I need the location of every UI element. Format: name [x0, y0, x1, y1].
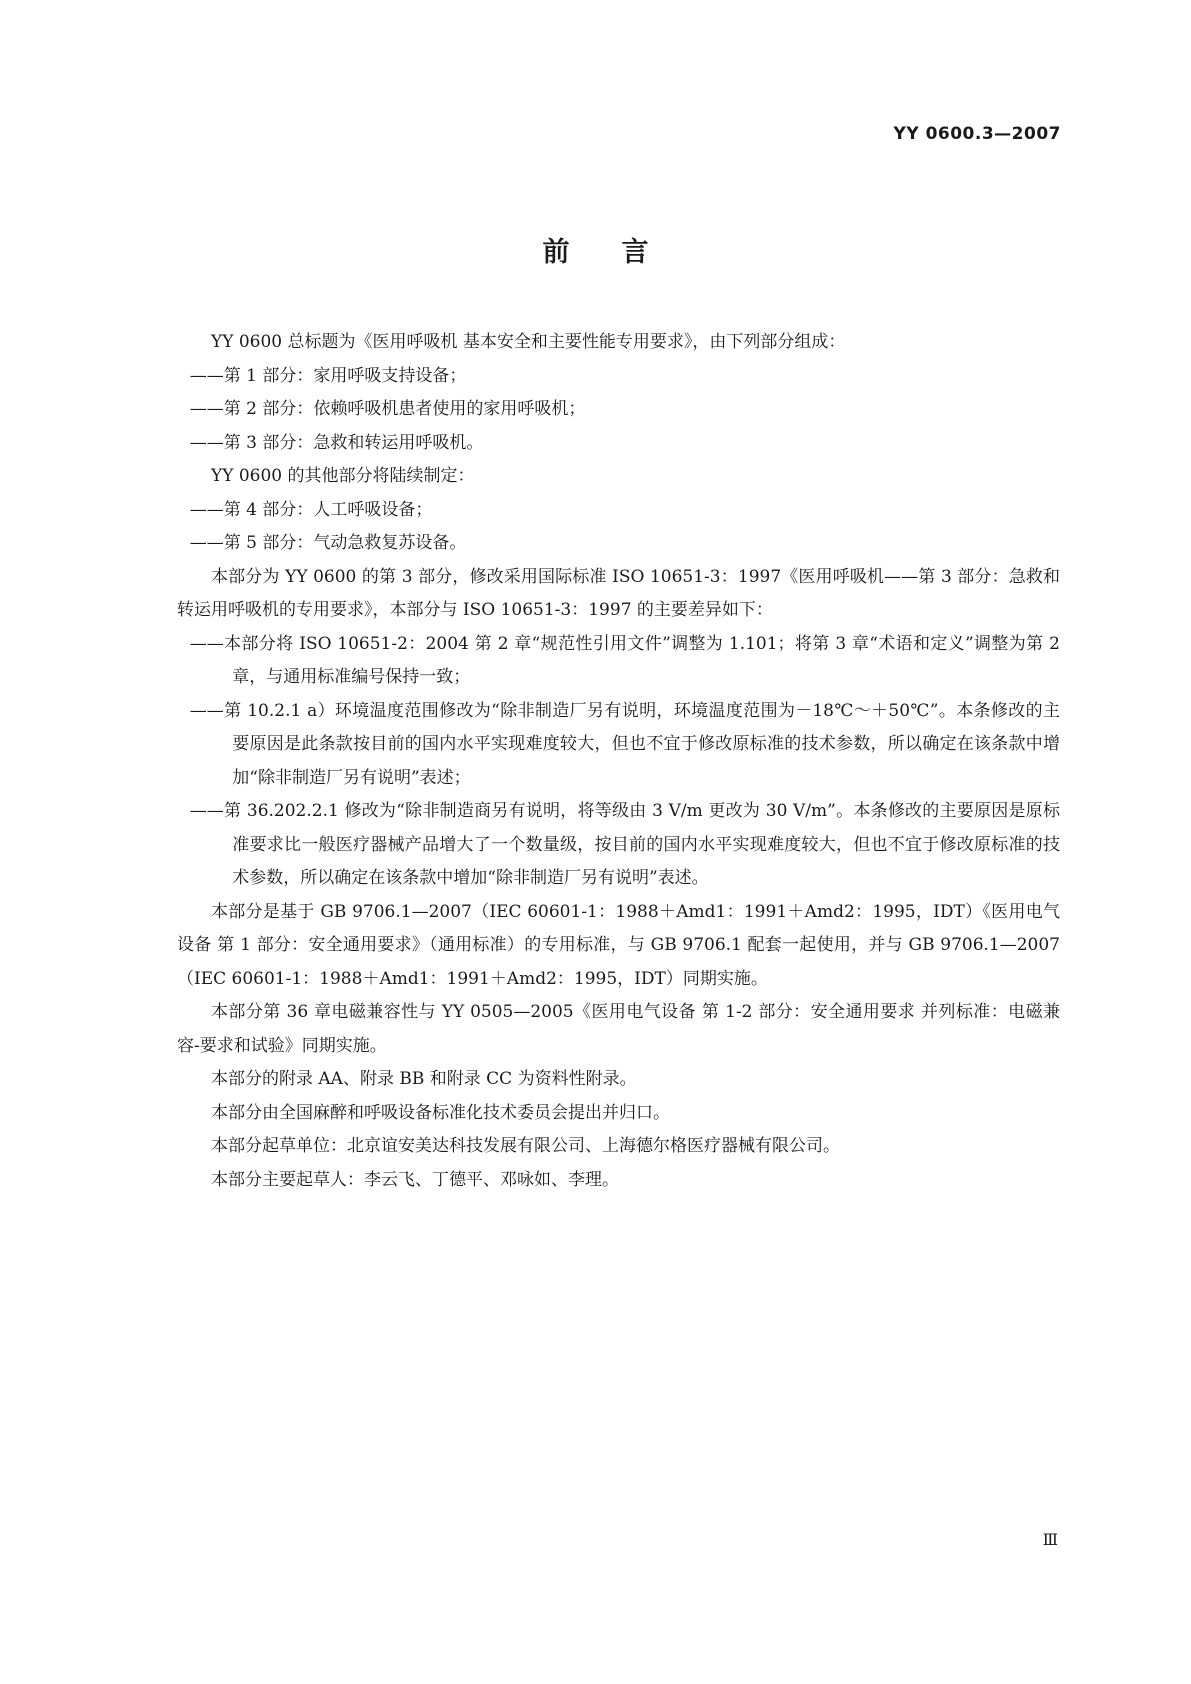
paragraph: 本部分是基于 GB 9706.1—2007（IEC 60601-1：1988＋Amd1：1991＋Amd2：1995，IDT）《医用电气设备 第 1 部分：安全通用要求》（通用标准）的专用标准，与 GB 9706.1 配套一起使用，并与 GB 9706.1—2007（IEC 60601-1：1988＋Amd1：1991＋Amd2：1995，IDT）同期实施。 [177, 901, 1060, 989]
list-item: ——第 2 部分：依赖呼吸机患者使用的家用呼吸机； [189, 399, 586, 419]
paragraph: 本部分为 YY 0600 的第 3 部分，修改采用国际标准 ISO 10651-3：1997《医用呼吸机——第 3 部分：急救和转运用呼吸机的专用要求》，本部分与 ISO 10651-3：1997 的主要差异如下： [177, 566, 1060, 620]
page-number: Ⅲ [1042, 1530, 1058, 1549]
paragraph: YY 0600 总标题为《医用呼吸机 基本安全和主要性能专用要求》，由下列部分组成： [211, 332, 846, 352]
list-item: ——本部分将 ISO 10651-2：2004 第 2 章“规范性引用文件”调整为 1.101；将第 3 章“术语和定义”调整为第 2 章，与通用标准编号保持一致； [189, 633, 1060, 687]
list-item: ——第 5 部分：气动急救复苏设备。 [189, 533, 467, 553]
list-item: ——第 3 部分：急救和转运用呼吸机。 [189, 432, 484, 453]
paragraph: 本部分由全国麻醉和呼吸设备标准化技术委员会提出并归口。 [211, 1102, 670, 1123]
paragraph: 本部分主要起草人：李云飞、丁德平、邓咏如、李理。 [211, 1169, 619, 1190]
paragraph: 本部分的附录 AA、附录 BB 和附录 CC 为资料性附录。 [211, 1069, 637, 1089]
page-title: 前言 [542, 237, 701, 268]
list-item: ——第 1 部分：家用呼吸支持设备； [189, 365, 467, 386]
standard-code: YY 0600.3—2007 [893, 124, 1061, 144]
list-item: ——第 10.2.1 a）环境温度范围修改为“除非制造厂另有说明，环境温度范围为－18℃～＋50℃”。本条修改的主要原因是此条款按目前的国内水平实现难度较大，但也不宜于修改原标准的技术参数，所以确定在该条款中增加“除非制造厂另有说明”表述； [189, 700, 1060, 788]
document-body [177, 326, 1060, 1197]
paragraph: 本部分起草单位：北京谊安美达科技发展有限公司、上海德尔格医疗器械有限公司。 [211, 1136, 840, 1156]
list-item: ——第 36.202.2.1 修改为“除非制造商另有说明，将等级由 3 V/m 更改为 30 V/m”。本条修改的主要原因是原标准要求比一般医疗器械产品增大了一个数量级，按目前的国内水平实现难度较大，但也不宜于修改原标准的技术参数，所以确定在该条款中增加“除非制造厂另有说明”表述。 [189, 801, 1060, 888]
paragraph: 本部分第 36 章电磁兼容性与 YY 0505—2005《医用电气设备 第 1-2 部分：安全通用要求 并列标准：电磁兼容-要求和试验》同期实施。 [177, 1002, 1060, 1056]
list-item: ——第 4 部分：人工呼吸设备； [189, 499, 433, 520]
paragraph: YY 0600 的其他部分将陆续制定： [211, 466, 475, 486]
